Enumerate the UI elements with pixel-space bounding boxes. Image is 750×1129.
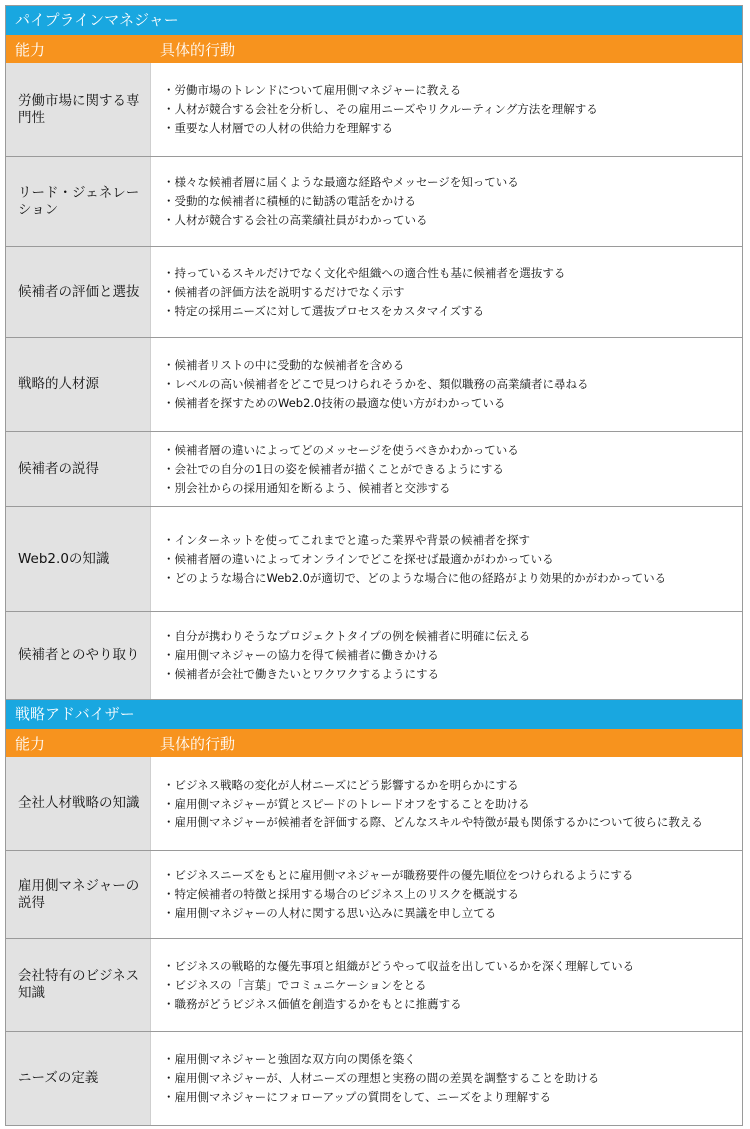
- table-row: [6, 939, 742, 1032]
- behavior-item: ・様々な候補者層に届くような最適な経路やメッセージを知っている: [163, 175, 519, 189]
- behavior-item: ・どのような場合にWeb2.0が適切で、どのような場合に他の経路がより効果的かがわかっている: [163, 570, 667, 585]
- behavior-item: ・職務がどうビジネス価値を創造するかをもとに推薦する: [163, 996, 462, 1011]
- behavior-cell: [151, 1032, 742, 1125]
- behavior-item: ・雇用側マネジャーが候補者を評価する際、どんなスキルや特徴が最も関係するかについて彼らに教える: [163, 815, 703, 829]
- behavior-item: ・レベルの高い候補者をどこで見つけられそうかを、類似職務の高業績者に尋ねる: [163, 377, 589, 391]
- behavior-item: ・候補者の評価方法を説明するだけでなく示す: [163, 284, 405, 299]
- capability-column-header: 能力: [15, 40, 46, 59]
- capability-cell: ニーズの定義: [6, 1032, 151, 1125]
- behavior-cell: [151, 757, 742, 850]
- column-header: [6, 35, 742, 63]
- behavior-item: ・候補者層の違いによってどのメッセージを使うべきかわかっている: [163, 442, 519, 457]
- behavior-item: ・特定候補者の特徴と採用する場合のビジネス上のリスクを概説する: [163, 887, 519, 901]
- behavior-item: ・受動的な候補者に積極的に勧誘の電話をかける: [163, 194, 416, 208]
- behavior-item: ・自分が携わりそうなプロジェクトタイプの例を候補者に明確に伝える: [163, 629, 531, 643]
- behavior-item: ・ビジネス戦略の変化が人材ニーズにどう影響するかを明らかにする: [163, 778, 519, 792]
- behavior-item: ・インターネットを使ってこれまでと違った業界や背景の候補者を探す: [163, 532, 530, 547]
- behavior-item: ・雇用側マネジャーの人材に関する思い込みに異議を申し立てる: [163, 906, 497, 920]
- behavior-item: ・持っているスキルだけでなく文化や組織への適合性も基に候補者を選抜する: [163, 265, 566, 280]
- table-row: [6, 247, 742, 338]
- capability-cell: 候補者の説得: [6, 432, 151, 506]
- capability-cell: リード・ジェネレーション: [6, 157, 151, 246]
- behavior-cell: [151, 432, 742, 506]
- table-row: [6, 612, 742, 700]
- behavior-item: ・人材が競合する会社の高業績社員がわかっている: [163, 213, 428, 227]
- capability-cell: Web2.0の知識: [6, 507, 151, 611]
- table-row: [6, 1032, 742, 1125]
- behavior-item: ・雇用側マネジャーが、人材ニーズの理想と実務の間の差異を調整することを助ける: [163, 1071, 600, 1085]
- behavior-item: ・候補者が会社で働きたいとワクワクするようにする: [163, 667, 439, 681]
- capability-cell: 全社人材戦略の知識: [6, 757, 151, 850]
- behavior-item: ・労働市場のトレンドについて雇用側マネジャーに教える: [163, 83, 462, 97]
- behavior-item: ・別会社からの採用通知を断るよう、候補者と交渉する: [163, 480, 451, 495]
- table-row: [6, 338, 742, 432]
- behavior-cell: [151, 939, 742, 1031]
- capability-cell: 雇用側マネジャーの説得: [6, 851, 151, 938]
- capability-cell: 候補者とのやり取り: [6, 612, 151, 699]
- behavior-item: ・人材が競合する会社を分析し、その雇用ニーズやリクルーティング方法を理解する: [163, 102, 598, 116]
- behavior-item: ・ビジネスの戦略的な優先事項と組織がどうやって収益を出しているかを深く理解している: [163, 958, 635, 973]
- section-title: 戦略アドバイザー: [6, 700, 742, 729]
- behavior-cell: [151, 612, 742, 699]
- behavior-item: ・会社での自分の1日の姿を候補者が描くことができるようにする: [163, 461, 504, 476]
- column-header: [6, 729, 742, 757]
- behavior-item: ・雇用側マネジャーにフォローアップの質問をして、ニーズをより理解する: [163, 1090, 552, 1104]
- behavior-item: ・重要な人材層での人材の供給力を理解する: [163, 121, 393, 135]
- behavior-cell: [151, 507, 742, 611]
- behavior-cell: [151, 157, 742, 246]
- table-row: [6, 63, 742, 157]
- behavior-cell: [151, 63, 742, 156]
- behavior-column-header: 具体的行動: [160, 40, 236, 59]
- behavior-cell: [151, 338, 742, 431]
- capability-cell: 労働市場に関する専門性: [6, 63, 151, 156]
- table-row: [6, 507, 742, 612]
- behavior-item: ・雇用側マネジャーと強固な双方向の関係を築く: [163, 1052, 416, 1066]
- behavior-item: ・特定の採用ニーズに対して選抜プロセスをカスタマイズする: [163, 303, 485, 318]
- behavior-item: ・ビジネスの「言葉」でコミュニケーションをとる: [163, 977, 427, 992]
- section-title: パイプラインマネジャー: [6, 6, 742, 35]
- table-row: [6, 757, 742, 851]
- behavior-item: ・候補者を探すためのWeb2.0技術の最適な使い方がわかっている: [163, 396, 506, 410]
- behavior-item: ・候補者層の違いによってオンラインでどこを探せば最適かがわかっている: [163, 551, 554, 566]
- capability-cell: 戦略的人材源: [6, 338, 151, 431]
- capability-cell: 会社特有のビジネス知識: [6, 939, 151, 1031]
- capability-cell: 候補者の評価と選抜: [6, 247, 151, 337]
- table-row: [6, 851, 742, 939]
- capability-column-header: 能力: [15, 734, 46, 753]
- behavior-item: ・候補者リストの中に受動的な候補者を含める: [163, 358, 405, 372]
- behavior-column-header: 具体的行動: [160, 734, 236, 753]
- behavior-cell: [151, 851, 742, 938]
- behavior-cell: [151, 247, 742, 337]
- behavior-item: ・ビジネスニーズをもとに雇用側マネジャーが職務要件の優先順位をつけられるようにする: [163, 868, 634, 882]
- behavior-item: ・雇用側マネジャーが質とスピードのトレードオフをすることを助ける: [163, 797, 530, 811]
- capability-table: [5, 5, 743, 1126]
- table-row: [6, 157, 742, 247]
- behavior-item: ・雇用側マネジャーの協力を得て候補者に働きかける: [163, 648, 439, 662]
- table-row: [6, 432, 742, 507]
